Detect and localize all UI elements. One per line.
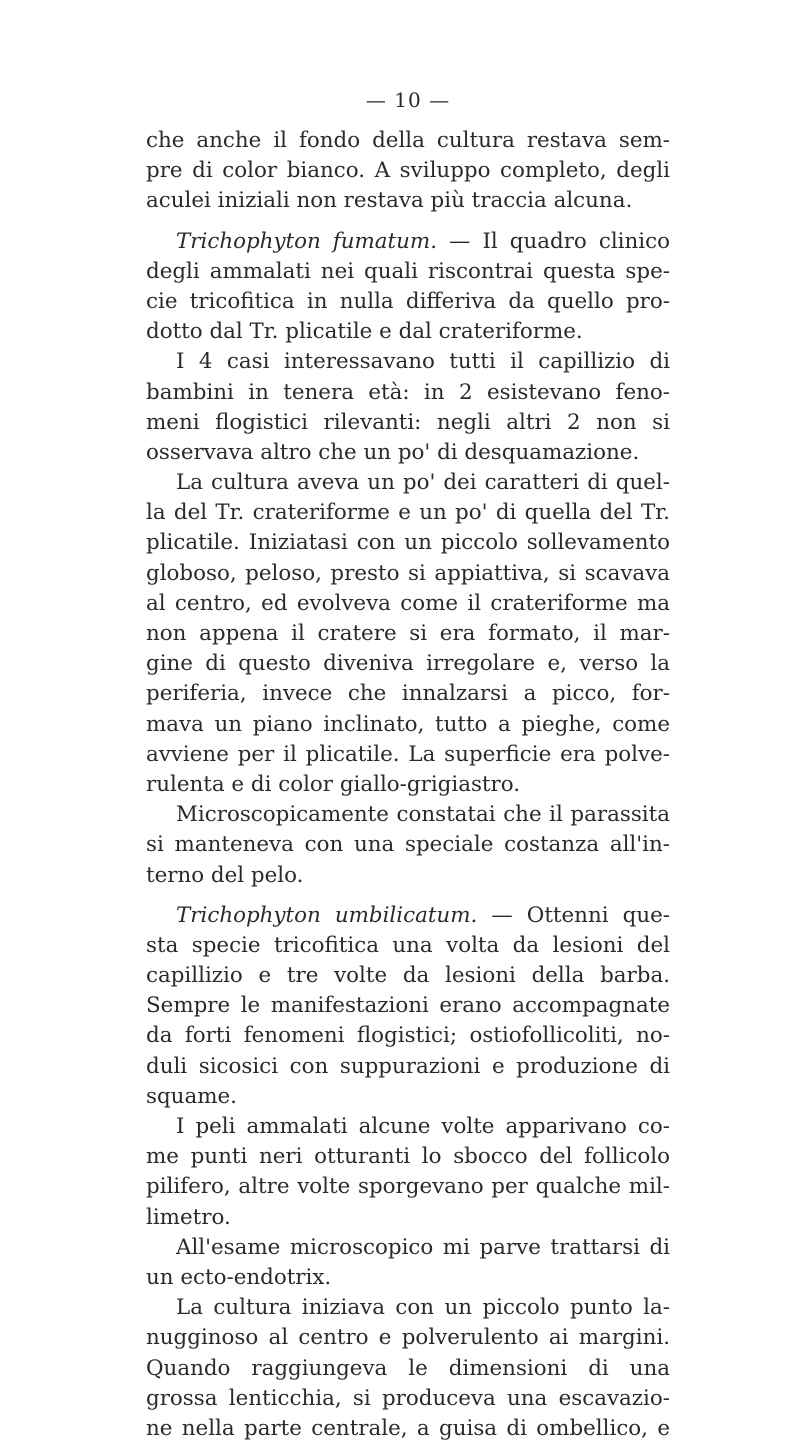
paragraph <box>146 1293 670 1444</box>
text-line: la del Tr. crateriforme e un po' di quella del Tr. <box>146 500 670 526</box>
paragraph <box>146 800 670 891</box>
text-line: I 4 casi interessavano tutti il capillizio di <box>176 349 670 375</box>
text-line: gine di questo diveniva irregolare e, verso la <box>146 651 670 677</box>
text-line: La cultura iniziava con un piccolo punto la- <box>176 1295 670 1321</box>
text-line: da forti fenomeni flogistici; ostiofollicoliti, no- <box>146 1023 670 1049</box>
text-line: Microscopicamente constatai che il parassita <box>176 802 670 828</box>
text-line: cie tricofitica in nulla differiva da quello pro- <box>146 288 670 314</box>
text-line: ne nella parte centrale, a guisa di ombellico, e <box>146 1415 670 1441</box>
paragraph <box>146 468 670 800</box>
text-line: mava un piano inclinato, tutto a pieghe, come <box>146 711 670 737</box>
text-line: La cultura aveva un po' dei caratteri di quel- <box>176 470 670 496</box>
text-line: grossa lenticchia, si produceva una escavazio- <box>146 1385 670 1411</box>
text-line: I peli ammalati alcune volte apparivano co- <box>176 1114 670 1139</box>
text-line: al centro, ed evolveva come il crateriforme ma <box>146 590 670 616</box>
text-line: avviene per il plicatile. La superficie era polve- <box>146 741 670 767</box>
text-line: capillizio e tre volte da lesioni della barba. <box>146 963 670 989</box>
text-line: meni flogistici rilevanti: negli altri 2 non si <box>146 409 670 435</box>
text-line: sta specie tricofitica una volta da lesioni del <box>146 932 670 958</box>
text-line: globoso, peloso, presto si appiattiva, si scavava <box>146 560 670 586</box>
text-line: Quando raggiungeva le dimensioni di una <box>146 1355 670 1381</box>
text-line: aculei iniziali non restava più traccia alcuna. <box>146 188 633 214</box>
text-line: terno del pelo. <box>146 862 304 888</box>
text-line: non appena il cratere si era formato, il mar- <box>146 621 670 646</box>
paragraph <box>146 1233 670 1293</box>
species-name: Trichophyton fumatum. <box>176 228 437 254</box>
paragraph <box>146 1112 670 1233</box>
text-line: plicatile. Iniziatasi con un piccolo sollevamento <box>146 530 670 556</box>
text-line: nugginoso al centro e polverulento ai margini. <box>146 1325 670 1351</box>
text-line: periferia, invece che innalzarsi a picco, for- <box>146 681 670 707</box>
text-line: pre di color bianco. A sviluppo completo, degli <box>146 158 670 184</box>
text-line: me punti neri otturanti lo sbocco del follicolo <box>146 1144 670 1170</box>
text-line: pilifero, altre volte sporgevano per qualche mil- <box>146 1174 670 1200</box>
paragraph <box>146 347 670 468</box>
text-line: All'esame microscopico mi parve trattarsi di <box>176 1234 670 1260</box>
text-line: rulenta e di color giallo-grigiastro. <box>146 771 521 797</box>
species-name: Trichophyton umbilicatum. <box>176 902 478 928</box>
paragraph <box>146 901 670 1112</box>
text-line: bambini in tenera età: in 2 esistevano feno- <box>146 379 670 405</box>
text-line: che anche il fondo della cultura restava sem- <box>146 128 670 153</box>
text-line: osservava altro che un po' di desquamazione. <box>146 439 640 465</box>
text-line-heading: Trichophyton fumatum. — Il quadro clinico <box>176 228 670 254</box>
text-line: dotto dal Tr. plicatile e dal crateriforme. <box>146 319 583 345</box>
text-line: Sempre le manifestazioni erano accompagnate <box>146 993 670 1019</box>
text-line: limetro. <box>146 1204 231 1230</box>
paragraph <box>146 126 670 217</box>
page-number: — 10 — <box>365 88 451 112</box>
text-line: degli ammalati nei quali riscontrai questa spe- <box>146 258 670 284</box>
text-line: si manteneva con una speciale costanza all'in- <box>146 832 670 858</box>
text-line: un ecto-endotrix. <box>146 1264 332 1290</box>
text-line: duli sicosici con suppurazioni e produzione di <box>146 1053 670 1079</box>
body-text <box>146 126 670 1444</box>
text-line-heading: Trichophyton umbilicatum. — Ottenni que- <box>176 902 670 928</box>
paragraph <box>146 227 670 348</box>
text-line: squame. <box>146 1083 237 1109</box>
